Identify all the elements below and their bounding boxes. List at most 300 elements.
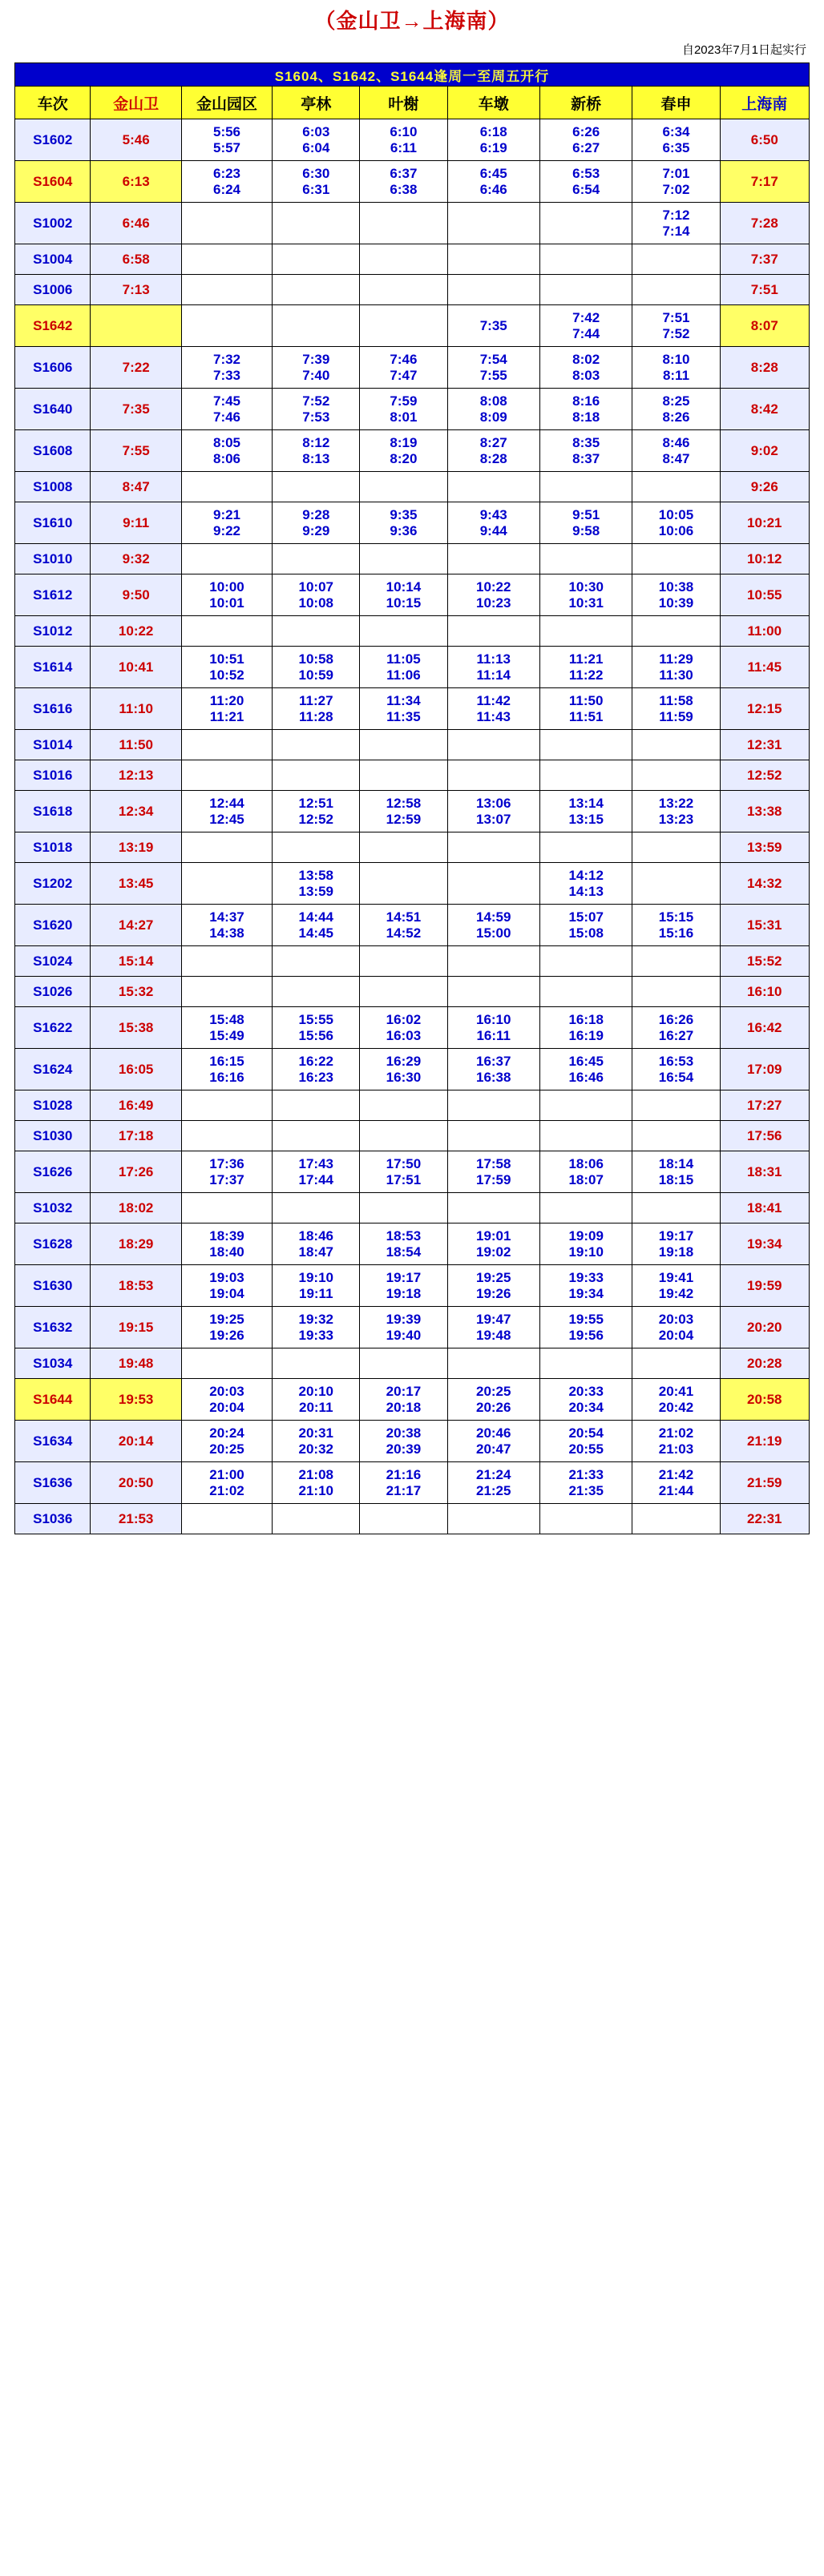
stop-time: 6:37 [390, 165, 418, 181]
stop-time: 20:04 [209, 1399, 244, 1415]
arrival-time: 13:38 [720, 791, 809, 832]
table-row [15, 1223, 810, 1265]
train-number: S1010 [15, 544, 91, 574]
arrival-time: 8:28 [720, 347, 809, 389]
arrival-time: 12:15 [720, 688, 809, 730]
stop-time-cell [632, 1049, 720, 1090]
train-number: S1630 [15, 1265, 91, 1307]
stop-time: 9:43 [479, 506, 507, 522]
stop-time: 7:46 [212, 409, 241, 425]
stop-time-cell [447, 544, 539, 574]
stop-time-cell [273, 430, 360, 472]
stop-time: 16:16 [209, 1069, 244, 1085]
stop-time: 14:45 [298, 925, 333, 941]
stop-time-cell [539, 1462, 632, 1504]
arrival-time: 13:59 [720, 832, 809, 863]
table-row [15, 791, 810, 832]
stop-time: 21:24 [475, 1466, 511, 1482]
stop-time: 10:58 [298, 651, 333, 667]
stop-time: 8:46 [662, 434, 690, 450]
stop-time-cell [539, 244, 632, 275]
page-title: （金山卫→上海南） [314, 9, 510, 33]
column-header-7: 春申 [632, 87, 720, 119]
stop-time-cell [273, 1223, 360, 1265]
stop-time: 20:10 [298, 1383, 333, 1399]
stop-time: 18:54 [386, 1244, 422, 1260]
departure-time: 14:27 [91, 905, 181, 946]
stop-time-cell [632, 863, 720, 905]
stop-time-cell [632, 1090, 720, 1121]
stop-time: 16:15 [209, 1053, 244, 1069]
departure-time: 7:13 [91, 275, 181, 305]
stop-time: 7:35 [479, 317, 507, 333]
stop-time: 15:08 [568, 925, 604, 941]
stop-time: 13:07 [475, 811, 511, 827]
arrival-time: 10:12 [720, 544, 809, 574]
stop-time: 10:38 [658, 578, 694, 595]
table-row [15, 502, 810, 544]
stop-time: 7:01 [662, 165, 690, 181]
column-header-1: 金山卫 [91, 87, 181, 119]
stop-time: 15:00 [475, 925, 511, 941]
train-number: S1606 [15, 347, 91, 389]
arrival-time: 22:31 [720, 1504, 809, 1534]
departure-time: 15:38 [91, 1007, 181, 1049]
stop-time-cell [539, 1379, 632, 1421]
stop-time-cell [360, 863, 447, 905]
banner-text: S1604、S1642、S1644逢周一至周五开行 [15, 63, 810, 87]
stop-time-cell [273, 688, 360, 730]
stop-time: 19:10 [568, 1244, 604, 1260]
stop-time-cell [447, 1007, 539, 1049]
stop-time-cell [273, 502, 360, 544]
stop-time-cell [360, 905, 447, 946]
stop-time: 19:10 [298, 1269, 333, 1285]
stop-time-cell [273, 161, 360, 203]
train-number: S1014 [15, 730, 91, 760]
stop-time-cell [360, 430, 447, 472]
stop-time: 8:08 [479, 393, 507, 409]
stop-time: 21:25 [475, 1482, 511, 1498]
table-row [15, 305, 810, 347]
stop-time-cell [360, 502, 447, 544]
stop-time-cell [273, 946, 360, 977]
stop-time-cell [539, 1007, 632, 1049]
table-row [15, 574, 810, 616]
departure-time: 13:19 [91, 832, 181, 863]
stop-time: 8:03 [572, 367, 600, 383]
stop-time-cell [447, 275, 539, 305]
stop-time: 19:33 [298, 1327, 333, 1343]
stop-time: 18:07 [568, 1171, 604, 1187]
stop-time: 7:52 [662, 325, 690, 341]
stop-time: 19:32 [298, 1311, 333, 1327]
arrival-time: 7:17 [720, 161, 809, 203]
arrival-time: 15:31 [720, 905, 809, 946]
stop-time-cell [632, 244, 720, 275]
stop-time: 11:50 [568, 692, 604, 708]
train-number: S1018 [15, 832, 91, 863]
stop-time: 21:44 [658, 1482, 694, 1498]
stop-time: 5:56 [212, 123, 241, 139]
stop-time-cell [360, 275, 447, 305]
stop-time: 7:47 [390, 367, 418, 383]
stop-time-cell [632, 791, 720, 832]
table-row [15, 730, 810, 760]
stop-time-cell [273, 244, 360, 275]
stop-time: 20:26 [475, 1399, 511, 1415]
stop-time: 16:27 [658, 1027, 694, 1043]
stop-time-cell [539, 1223, 632, 1265]
stop-time: 9:58 [572, 522, 600, 538]
stop-time: 7:02 [662, 181, 690, 197]
departure-time: 9:50 [91, 574, 181, 616]
stop-time-cell [360, 730, 447, 760]
stop-time-cell [273, 275, 360, 305]
stop-time: 12:45 [209, 811, 244, 827]
departure-time: 16:49 [91, 1090, 181, 1121]
stop-time-cell [632, 1193, 720, 1223]
stop-time: 21:08 [298, 1466, 333, 1482]
stop-time: 15:56 [298, 1027, 333, 1043]
stop-time: 7:52 [302, 393, 330, 409]
table-row [15, 1462, 810, 1504]
arrival-time: 6:50 [720, 119, 809, 161]
stop-time-cell [539, 389, 632, 430]
stop-time: 20:25 [209, 1441, 244, 1457]
stop-time-cell [539, 647, 632, 688]
stop-time: 6:45 [479, 165, 507, 181]
stop-time: 7:39 [302, 351, 330, 367]
stop-time: 8:09 [479, 409, 507, 425]
departure-time: 11:10 [91, 688, 181, 730]
column-header-3: 亭林 [273, 87, 360, 119]
stop-time-cell [539, 616, 632, 647]
stop-time: 18:40 [209, 1244, 244, 1260]
train-number: S1604 [15, 161, 91, 203]
stop-time: 20:55 [568, 1441, 604, 1457]
train-number: S1026 [15, 977, 91, 1007]
stop-time-cell [181, 244, 272, 275]
stop-time-cell [632, 1121, 720, 1151]
stop-time-cell [447, 647, 539, 688]
departure-time: 19:53 [91, 1379, 181, 1421]
arrival-time: 14:32 [720, 863, 809, 905]
stop-time-cell [447, 1049, 539, 1090]
stop-time: 11:21 [568, 651, 604, 667]
departure-time: 20:14 [91, 1421, 181, 1462]
stop-time: 7:51 [662, 309, 690, 325]
stop-time: 16:54 [658, 1069, 694, 1085]
stop-time-cell [181, 502, 272, 544]
train-number: S1624 [15, 1049, 91, 1090]
stop-time: 13:22 [658, 795, 694, 811]
stop-time: 6:38 [390, 181, 418, 197]
stop-time: 13:14 [568, 795, 604, 811]
stop-time: 10:08 [298, 595, 333, 611]
table-row [15, 905, 810, 946]
stop-time: 20:25 [475, 1383, 511, 1399]
train-number: S1016 [15, 760, 91, 791]
stop-time: 21:00 [209, 1466, 244, 1482]
stop-time-cell [273, 730, 360, 760]
stop-time: 10:15 [386, 595, 422, 611]
table-row [15, 1265, 810, 1307]
departure-time: 18:29 [91, 1223, 181, 1265]
arrival-time: 7:28 [720, 203, 809, 244]
table-row [15, 1049, 810, 1090]
stop-time: 10:59 [298, 667, 333, 683]
stop-time-cell [360, 389, 447, 430]
departure-time: 12:34 [91, 791, 181, 832]
stop-time-cell [447, 863, 539, 905]
train-number: S1030 [15, 1121, 91, 1151]
stop-time: 19:55 [568, 1311, 604, 1327]
departure-time: 6:46 [91, 203, 181, 244]
arrival-time: 21:19 [720, 1421, 809, 1462]
stop-time-cell [632, 472, 720, 502]
stop-time: 9:21 [212, 506, 241, 522]
arrival-time: 15:52 [720, 946, 809, 977]
stop-time: 14:12 [568, 867, 604, 883]
stop-time: 20:24 [209, 1425, 244, 1441]
arrival-time: 20:58 [720, 1379, 809, 1421]
stop-time: 8:01 [390, 409, 418, 425]
stop-time: 11:35 [386, 708, 421, 724]
stop-time: 15:48 [209, 1011, 244, 1027]
stop-time: 7:33 [212, 367, 241, 383]
arrival-time: 7:37 [720, 244, 809, 275]
stop-time-cell [447, 347, 539, 389]
stop-time: 16:30 [386, 1069, 422, 1085]
stop-time-cell [447, 760, 539, 791]
arrival-time: 18:41 [720, 1193, 809, 1223]
stop-time: 10:23 [475, 595, 511, 611]
table-row [15, 430, 810, 472]
stop-time-cell [447, 1348, 539, 1379]
stop-time-cell [360, 1090, 447, 1121]
arrival-time: 18:31 [720, 1151, 809, 1193]
stop-time-cell [273, 616, 360, 647]
departure-time: 13:45 [91, 863, 181, 905]
stop-time-cell [539, 544, 632, 574]
stop-time: 8:28 [479, 450, 507, 466]
stop-time: 8:06 [212, 450, 241, 466]
stop-time-cell [181, 1049, 272, 1090]
stop-time: 13:23 [658, 811, 694, 827]
train-number: S1640 [15, 389, 91, 430]
stop-time: 6:24 [212, 181, 241, 197]
stop-time: 19:39 [386, 1311, 422, 1327]
stop-time-cell [632, 647, 720, 688]
train-number: S1610 [15, 502, 91, 544]
departure-time: 11:50 [91, 730, 181, 760]
stop-time-cell [447, 203, 539, 244]
stop-time: 20:04 [658, 1327, 694, 1343]
column-header-8: 上海南 [720, 87, 809, 119]
stop-time-cell [632, 1265, 720, 1307]
arrival-time: 8:42 [720, 389, 809, 430]
stop-time: 19:18 [386, 1285, 422, 1301]
departure-time: 20:50 [91, 1462, 181, 1504]
train-number: S1202 [15, 863, 91, 905]
arrival-time: 9:26 [720, 472, 809, 502]
stop-time: 16:18 [568, 1011, 604, 1027]
stop-time-cell [447, 832, 539, 863]
stop-time-cell [360, 616, 447, 647]
stop-time-cell [632, 389, 720, 430]
departure-time: 10:41 [91, 647, 181, 688]
train-number: S1024 [15, 946, 91, 977]
stop-time-cell [181, 1307, 272, 1348]
stop-time: 6:23 [212, 165, 241, 181]
train-number: S1614 [15, 647, 91, 688]
stop-time: 6:10 [390, 123, 418, 139]
stop-time-cell [360, 1007, 447, 1049]
stop-time-cell [632, 119, 720, 161]
stop-time-cell [273, 1307, 360, 1348]
table-row [15, 760, 810, 791]
stop-time-cell [273, 791, 360, 832]
stop-time-cell [360, 1307, 447, 1348]
stop-time: 19:04 [209, 1285, 244, 1301]
stop-time-cell [632, 347, 720, 389]
stop-time-cell [447, 946, 539, 977]
stop-time-cell [360, 472, 447, 502]
stop-time: 8:35 [572, 434, 600, 450]
stop-time: 7:55 [479, 367, 507, 383]
stop-time-cell [181, 791, 272, 832]
train-number: S1002 [15, 203, 91, 244]
arrival-time: 20:28 [720, 1348, 809, 1379]
stop-time-cell [181, 1223, 272, 1265]
table-row [15, 832, 810, 863]
departure-time: 8:47 [91, 472, 181, 502]
table-row [15, 688, 810, 730]
stop-time-cell [360, 119, 447, 161]
arrival-time: 16:42 [720, 1007, 809, 1049]
stop-time-cell [360, 1379, 447, 1421]
stop-time: 20:39 [386, 1441, 422, 1457]
stop-time: 14:44 [298, 909, 333, 925]
train-number: S1034 [15, 1348, 91, 1379]
stop-time-cell [181, 161, 272, 203]
stop-time-cell [360, 1462, 447, 1504]
stop-time: 16:19 [568, 1027, 604, 1043]
table-row [15, 161, 810, 203]
arrival-time: 21:59 [720, 1462, 809, 1504]
stop-time: 9:51 [572, 506, 600, 522]
stop-time-cell [632, 1379, 720, 1421]
stop-time: 8:19 [390, 434, 418, 450]
departure-time: 17:26 [91, 1151, 181, 1193]
stop-time: 16:22 [298, 1053, 333, 1069]
stop-time-cell [447, 688, 539, 730]
departure-time: 18:02 [91, 1193, 181, 1223]
stop-time-cell [273, 389, 360, 430]
stop-time-cell [181, 1504, 272, 1534]
train-number: S1636 [15, 1462, 91, 1504]
arrival-time: 11:45 [720, 647, 809, 688]
arrival-time: 17:27 [720, 1090, 809, 1121]
arrival-time: 11:00 [720, 616, 809, 647]
stop-time: 9:29 [302, 522, 330, 538]
arrival-time: 17:09 [720, 1049, 809, 1090]
train-number: S1618 [15, 791, 91, 832]
stop-time: 21:02 [658, 1425, 694, 1441]
stop-time: 8:13 [302, 450, 330, 466]
stop-time-cell [360, 1193, 447, 1223]
stop-time-cell [539, 203, 632, 244]
stop-time: 17:37 [209, 1171, 244, 1187]
stop-time: 18:06 [568, 1155, 604, 1171]
stop-time: 20:18 [386, 1399, 422, 1415]
stop-time: 19:40 [386, 1327, 422, 1343]
stop-time-cell [273, 1121, 360, 1151]
stop-time-cell [273, 1193, 360, 1223]
stop-time-cell [360, 1421, 447, 1462]
stop-time: 21:35 [568, 1482, 604, 1498]
stop-time-cell [632, 905, 720, 946]
departure-time [91, 305, 181, 347]
table-row [15, 1307, 810, 1348]
stop-time-cell [539, 472, 632, 502]
stop-time: 19:11 [298, 1285, 333, 1301]
stop-time: 7:46 [390, 351, 418, 367]
stop-time-cell [447, 430, 539, 472]
stop-time-cell [181, 1121, 272, 1151]
stop-time-cell [181, 1421, 272, 1462]
stop-time-cell [273, 1348, 360, 1379]
stop-time: 8:11 [662, 367, 690, 383]
stop-time: 11:27 [298, 692, 333, 708]
stop-time: 21:16 [386, 1466, 422, 1482]
stop-time: 14:38 [209, 925, 244, 941]
stop-time: 16:37 [475, 1053, 511, 1069]
stop-time: 7:42 [572, 309, 600, 325]
stop-time-cell [539, 1421, 632, 1462]
stop-time: 17:59 [475, 1171, 511, 1187]
stop-time: 17:51 [386, 1171, 422, 1187]
departure-time: 12:13 [91, 760, 181, 791]
table-row [15, 946, 810, 977]
stop-time: 7:53 [302, 409, 330, 425]
stop-time: 7:45 [212, 393, 241, 409]
departure-time: 7:22 [91, 347, 181, 389]
stop-time: 7:14 [662, 223, 690, 239]
stop-time: 5:57 [212, 139, 241, 155]
stop-time-cell [360, 1348, 447, 1379]
stop-time: 20:11 [298, 1399, 333, 1415]
stop-time-cell [447, 730, 539, 760]
stop-time-cell [273, 1421, 360, 1462]
stop-time: 19:17 [386, 1269, 422, 1285]
stop-time: 17:44 [298, 1171, 333, 1187]
stop-time-cell [181, 1265, 272, 1307]
stop-time-cell [181, 1193, 272, 1223]
stop-time: 9:22 [212, 522, 241, 538]
stop-time-cell [181, 430, 272, 472]
stop-time-cell [447, 1223, 539, 1265]
stop-time: 10:06 [658, 522, 694, 538]
train-number: S1644 [15, 1379, 91, 1421]
stop-time: 12:52 [298, 811, 333, 827]
stop-time-cell [360, 760, 447, 791]
column-header-5: 车墩 [447, 87, 539, 119]
table-row [15, 389, 810, 430]
stop-time-cell [539, 305, 632, 347]
stop-time-cell [273, 832, 360, 863]
